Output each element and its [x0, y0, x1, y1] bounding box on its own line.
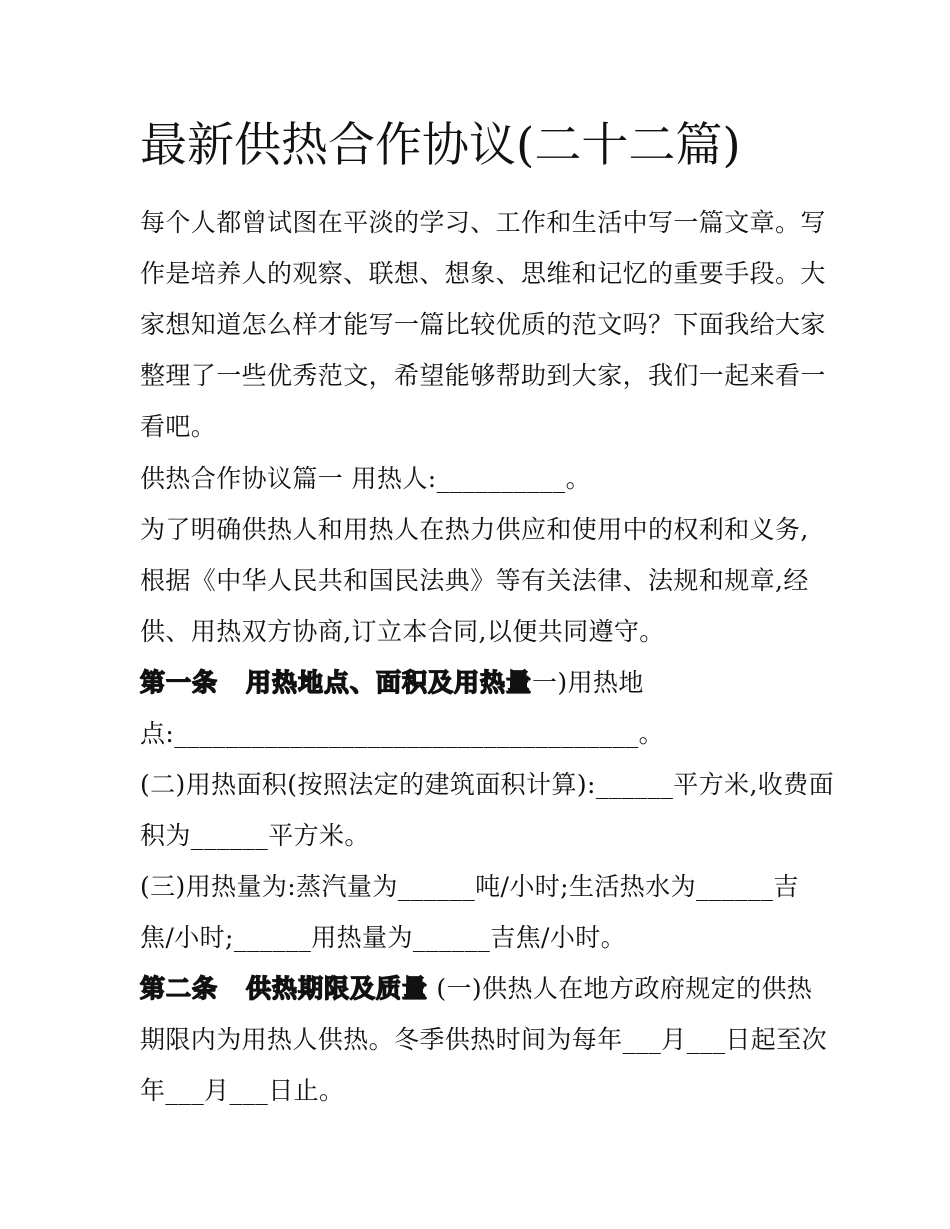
article1-line — [140, 666, 820, 700]
purpose-line-1: 为了明确供热人和用热人在热力供应和使用中的权利和义务, — [140, 515, 809, 544]
article1-text-after: 一)用热地 — [532, 668, 644, 697]
article1-heading-number: 第一条 — [140, 668, 219, 697]
article1-continuation: 点:____________________________________。 — [140, 719, 665, 748]
article2-heading-title: 供热期限及质量 — [246, 974, 429, 1003]
intro-line-2: 作是培养人的观察、联想、想象、思维和记忆的重要手段。大 — [140, 259, 826, 288]
purpose-line-3: 供、用热双方协商,订立本合同,以便共同遵守。 — [140, 617, 665, 646]
agreement-heading-line: 供热合作协议篇一 用热人:__________。 — [140, 464, 591, 493]
article1-item3-line-2: 焦/小时;______用热量为______吉焦/小时。 — [140, 923, 627, 952]
intro-line-1: 每个人都曾试图在平淡的学习、工作和生活中写一篇文章。写 — [140, 208, 826, 237]
article1-item3-line-1: (三)用热量为:蒸汽量为______吨/小时;生活热水为______吉 — [140, 872, 799, 901]
article2-text-after: (一)供热人在地方政府规定的供热 — [428, 974, 813, 1003]
article1-item2-line-2: 积为______平方米。 — [140, 821, 370, 850]
purpose-line-2: 根据《中华人民共和国民法典》等有关法律、法规和规章,经 — [140, 566, 809, 595]
intro-line-4: 整理了一些优秀范文，希望能够帮助到大家，我们一起来看一 — [140, 361, 826, 390]
article2-heading-number: 第二条 — [140, 974, 219, 1003]
intro-line-5: 看吧。 — [140, 412, 217, 441]
article2-line — [140, 972, 820, 1006]
article2-line-2: 期限内为用热人供热。冬季供热时间为每年___月___日起至次 — [140, 1025, 828, 1054]
article2-line-3: 年___月___日止。 — [140, 1076, 345, 1105]
article1-heading-title: 用热地点、面积及用热量 — [246, 668, 533, 697]
article1-item2-line-1: (二)用热面积(按照法定的建筑面积计算):______平方米,收费面 — [140, 770, 834, 799]
document-title: 最新供热合作协议(二十二篇) — [140, 118, 741, 173]
intro-line-3: 家想知道怎么样才能写一篇比较优质的范文吗？下面我给大家 — [140, 310, 826, 339]
